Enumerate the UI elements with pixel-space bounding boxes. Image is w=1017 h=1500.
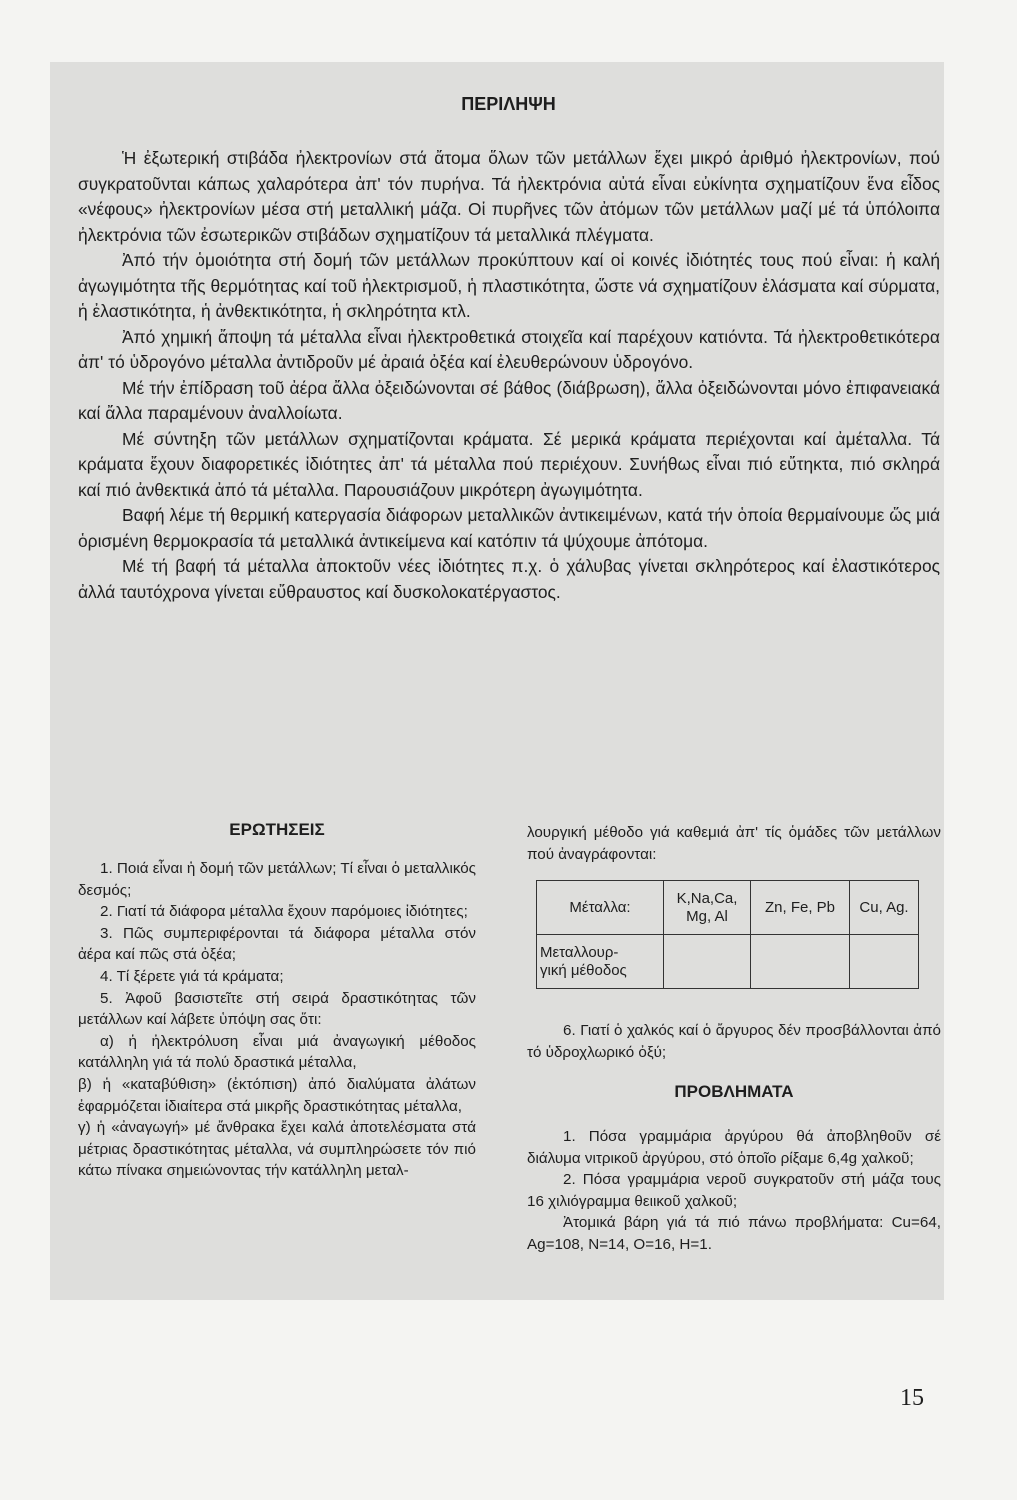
table-cell-group3: Cu, Ag. <box>850 881 919 935</box>
table-row-label-method <box>537 935 664 989</box>
problems-list <box>527 1126 941 1256</box>
question-subitem: α) ἡ ἠλεκτρόλυση εἶναι μιά ἀναγωγική μέθοδος κατάλληλη γιά τά πολύ δραστικά μέταλλα, <box>78 1032 476 1072</box>
group1-line1: K,Na,Ca, <box>676 889 738 907</box>
table-cell-group1 <box>664 881 751 935</box>
page-number: 15 <box>900 1385 924 1411</box>
question-item: 5. Ἀφοῦ βασιστεῖτε στή σειρά δραστικότητας τῶν μετάλλων καί λάβετε ὑπόψη σας ὅτι: <box>78 989 476 1029</box>
problem-item: 2. Πόσα γραμμάρια νεροῦ συγκρατοῦν στή μάζα τους 16 χιλιόγραμμα θειικοῦ χαλκοῦ; <box>527 1171 941 1210</box>
question-continuation-text: λουργική μέθοδο γιά καθεμιά ἀπ' τίς ὁμάδες τῶν μετάλλων πού ἀναγράφονται: <box>527 824 941 863</box>
summary-paragraph: Ἀπό τήν ὁμοιότητα στή δομή τῶν μετάλλων προκύπτουν καί οἱ κοινές ἰδιότητές τους πού εἶναι: ἡ καλή ἀγωγιμότητα τῆς θερμότητας καί τοῦ ἠλεκτρισμοῦ, ἡ πλαστικότητα, ὥστε νά σχηματίζουν ἐλάσματα καί σύρματα, ἡ ἐλαστικότητα, ἡ ἀνθεκτικότητα, ἡ σκληρότητα κτλ. <box>78 250 940 321</box>
table-cell-empty <box>751 935 850 989</box>
summary-paragraph: Μέ τήν ἐπίδραση τοῦ ἀέρα ἄλλα ὀξειδώνονται σέ βάθος (διάβρωση), ἄλλα ὀξειδώνονται μόνο ἐπιφανειακά καί ἄλλα παραμένουν ἀναλλοίωτα. <box>78 377 940 423</box>
question-item: 4. Τί ξέρετε γιά τά κράματα; <box>100 967 284 985</box>
problem-item: 1. Πόσα γραμμάρια ἀργύρου θά ἀποβληθοῦν σέ διάλυμα νιτρικοῦ ἀργύρου, στό ὁποῖο ρίξαμε 6,4g χαλκοῦ; <box>527 1128 941 1167</box>
summary-heading: ΠΕΡΙΛΗΨΗ <box>461 94 556 114</box>
question-6-block <box>527 1020 941 1063</box>
question-item: 2. Γιατί τά διάφορα μέταλλα ἔχουν παρόμοιες ἰδιότητες; <box>100 903 468 921</box>
summary-text <box>78 146 940 605</box>
problems-heading: ΠΡΟΒΛΗΜΑΤΑ <box>674 1082 794 1101</box>
summary-paragraph: Μέ σύντηξη τῶν μετάλλων σχηματίζονται κράματα. Σέ μερικά κράματα περιέχονται καί ἀμέταλλα. Τά κράματα ἔχουν διαφορετικές ἰδιότητες ἀπ' τά μέταλλα πού περιέχουν. Συνήθως εἶναι πιό εὔτηκτα, πιό σκληρά καί πιό ἀνθεκτικά ἀπό τά μέταλλα. Παρουσιάζουν μικρότερη ἀγωγιμότητα. <box>78 428 940 500</box>
group1-line2: Mg, Al <box>686 907 728 925</box>
summary-paragraph: Μέ τή βαφή τά μέταλλα ἀποκτοῦν νέες ἰδιότητες π.χ. ὁ χάλυβας γίνεται σκληρότερος καί ἐλαστικότερος ἀλλά ταυτόχρονα γίνεται εὔθραυστος καί δυσκολοκατέργαστος. <box>78 556 940 602</box>
table-cell-empty <box>850 935 919 989</box>
metallurgy-table <box>536 880 919 989</box>
table-row-label-metals: Μέταλλα: <box>537 881 664 935</box>
question-item: 6. Γιατί ὁ χαλκός καί ὁ ἄργυρος δέν προσβάλλονται ἀπό τό ὑδροχλωρικό ὀξύ; <box>527 1022 941 1061</box>
questions-continuation <box>527 822 941 865</box>
questions-heading: ΕΡΩΤΗΣΕΙΣ <box>229 820 325 839</box>
method-line1: Μεταλλουρ- <box>540 943 619 961</box>
table-cell-empty <box>664 935 751 989</box>
summary-paragraph: Βαφή λέμε τή θερμική κατεργασία διάφορων μεταλλικῶν ἀντικειμένων, κατά τήν ὁποία θερμαίνουμε ὥς μιά ὁρισμένη θερμοκρασία τά μεταλλικά ἀντικείμενα καί κατόπιν τά ψύχουμε ἀπότομα. <box>78 505 940 551</box>
question-item: 3. Πῶς συμπεριφέρονται τά διάφορα μέταλλα στόν ἀέρα καί πῶς στά ὀξέα; <box>78 924 476 964</box>
question-item: 1. Ποιά εἶναι ἡ δομή τῶν μετάλλων; Τί εἶναι ὁ μεταλλικός δεσμός; <box>78 860 476 899</box>
table-cell-group2: Zn, Fe, Pb <box>751 881 850 935</box>
question-subitem: β) ἡ «καταβύθιση» (ἐκτόπιση) ἀπό διαλύματα ἀλάτων ἐφαρμόζεται ἰδιαίτερα στά μικρῆς δραστικότητας μέταλλα, <box>78 1075 476 1115</box>
question-subitem: γ) ἡ «ἀναγωγή» μέ ἄνθρακα ἔχει καλά ἀποτελέσματα στά μέτριας δραστικότητας μέταλλα, νά συμπληρώσετε τόν πιό κάτω πίνακα σημειώνοντας τήν κατάλληλη μεταλ- <box>78 1119 476 1180</box>
atomic-weights-note: Ἀτομικά βάρη γιά τά πιό πάνω προβλήματα: Cu=64, Ag=108, N=14, O=16, H=1. <box>527 1214 941 1253</box>
questions-list <box>78 858 476 1182</box>
summary-paragraph: Ἡ ἐξωτερική στιβάδα ἠλεκτρονίων στά ἄτομα ὅλων τῶν μετάλλων ἔχει μικρό ἀριθμό ἠλεκτρονίων, πού συγκρατοῦνται κάπως χαλαρότερα ἀπ' τόν πυρήνα. Τά ἠλεκτρόνια αὐτά εἶναι εὐκίνητα σχηματίζουν ἕνα εἶδος «νέφους» ἠλεκτρονίων μέσα στή μεταλλική μάζα. Οἱ πυρῆνες τῶν ἀτόμων τῶν μετάλλων μαζί μέ τά ὑπόλοιπα ἠλεκτρόνια τῶν ἐσωτερικῶν στιβάδων σχηματίζουν τά μεταλλικά πλέγματα. <box>78 148 940 245</box>
summary-paragraph: Ἀπό χημική ἄποψη τά μέταλλα εἶναι ἠλεκτροθετικά στοιχεῖα καί παρέχουν κατιόντα. Τά ἠλεκτροθετικότερα ἀπ' τό ὑδρογόνο μέταλλα ἀντιδροῦν μέ ἀραιά ὀξέα καί ἐλευθερώνουν ὑδρογόνο. <box>78 326 940 372</box>
method-line2: γική μέθοδος <box>540 961 627 979</box>
